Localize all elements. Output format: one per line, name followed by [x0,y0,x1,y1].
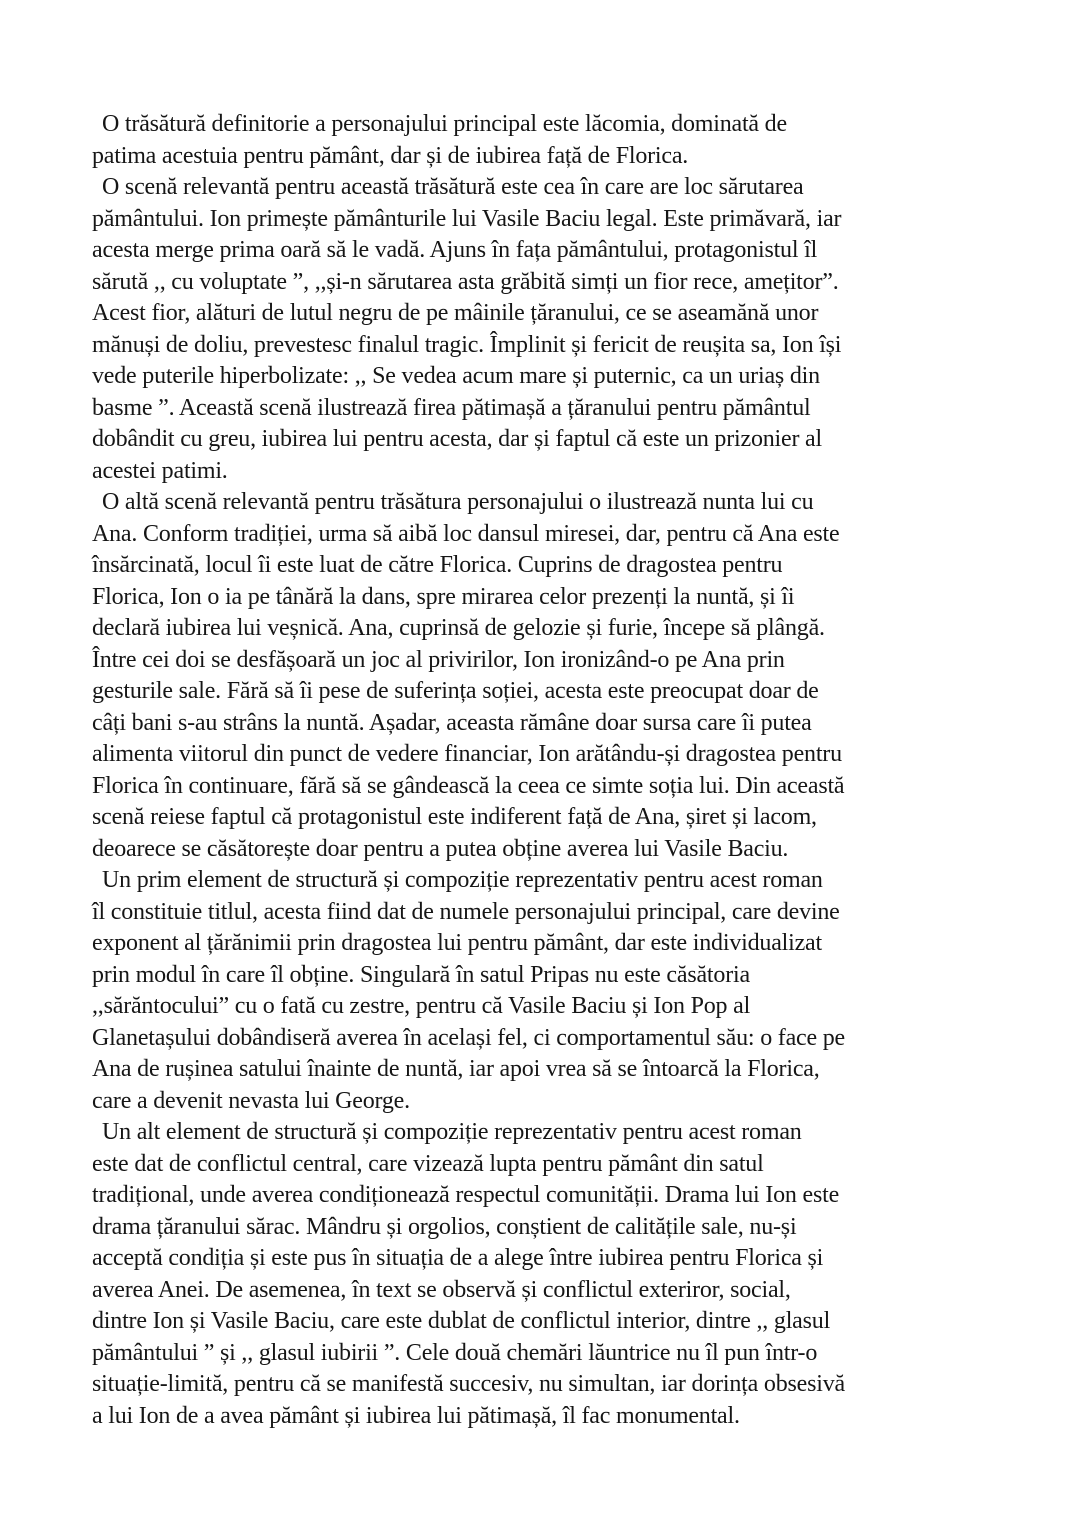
text-line: Ana de rușinea satului înainte de nuntă, iar apoi vrea să se întoarcă la Florica, [92,1056,820,1082]
text-line: Ana. Conform tradiției, urma să aibă loc dansul miresei, dar, pentru că Ana este [92,520,840,547]
text-line: care a devenit nevasta lui George. [92,1087,410,1114]
text-line: mănuși de doliu, prevestesc finalul tragic. Împlinit și fericit de reușita sa, Ion își [92,331,842,358]
paragraph-first-line: O trăsătură definitorie a personajului principal este lăcomia, dominată de [102,111,787,137]
text-line: situație-limită, pentru că se manifestă succesiv, nu simultan, iar dorința obsesivă [92,1371,845,1397]
document-text [92,109,992,1432]
paragraph-first-line: O altă scenă relevantă pentru trăsătura personajului o ilustrează nunta lui cu [102,489,814,515]
text-line: pământului ” și ,, glasul iubirii ”. Cele două chemări lăuntrice nu îl pun într-o [92,1339,818,1366]
text-line: ,,sărăntocului” cu o fată cu zestre, pentru că Vasile Baciu și Ion Pop al [92,993,751,1019]
paragraph-first-line: Un prim element de structură și compoziție reprezentativ pentru acest roman [102,867,823,893]
text-line: câți bani s-au strâns la nuntă. Așadar, aceasta rămâne doar sursa care îi putea [92,709,812,736]
paragraph-first-line: O scenă relevantă pentru această trăsătură este cea în care are loc sărutarea [102,174,804,200]
text-line: basme ”. Această scenă ilustrează firea pătimașă a țăranului pentru pământul [92,394,811,421]
text-line: acceptă condiția și este pus în situația de a alege între iubirea pentru Florica și [92,1245,824,1271]
text-line: este dat de conflictul central, care vizează lupta pentru pământ din satul [92,1150,764,1177]
text-line: dobândit cu greu, iubirea lui pentru acesta, dar și faptul că este un prizonier al [92,426,822,452]
text-line: Acest fior, alături de lutul negru de pe mâinile țăranului, ce se aseamănă unor [92,300,819,326]
text-line: drama țăranului sărac. Mândru și orgolios, conștient de calitățile sale, nu-și [92,1213,797,1240]
text-line: acesta merge prima oară să le vadă. Ajuns în fața pământului, protagonistul îl [92,237,818,263]
text-line: sărută ,, cu voluptate ”, ,,și-n sărutarea asta grăbită simți un fior rece, amețitor”. [92,268,839,295]
text-line: deoarece se căsătorește doar pentru a putea obține averea lui Vasile Baciu. [92,835,789,862]
paragraph-first-line: Un alt element de structură și compoziție reprezentativ pentru acest roman [102,1119,802,1145]
paragraph [92,1117,992,1432]
text-line: Glanetașului dobândiseră averea în același fel, ci comportamentul său: o face pe [92,1024,845,1051]
text-line: gesturile sale. Fără să îi pese de suferința soției, acesta este preocupat doar de [92,678,819,704]
paragraph [92,109,992,172]
text-line: dintre Ion și Vasile Baciu, care este dublat de conflictul interior, dintre ,, glasul [92,1308,831,1334]
text-line: Florica în continuare, fără să se gândească la ceea ce simte soția lui. Din această [92,772,845,799]
text-line: Între cei doi se desfășoară un joc al privirilor, Ion ironizând-o pe Ana prin [92,646,785,673]
text-line: pământului. Ion primește pământurile lui Vasile Baciu legal. Este primăvară, iar [92,205,842,232]
text-line: Florica, Ion o ia pe tânără la dans, spre mirarea celor prezenți la nuntă, și îi [92,583,795,610]
paragraph [92,487,992,865]
text-line: patima acestuia pentru pământ, dar și de iubirea față de Florica. [92,142,689,169]
text-line: averea Anei. De asemenea, în text se observă și conflictul exteriror, social, [92,1276,791,1303]
text-line: declară iubirea lui veșnică. Ana, cuprinsă de gelozie și furie, începe să plângă. [92,615,825,641]
text-line: însărcinată, locul îi este luat de către Florica. Cuprins de dragostea pentru [92,552,783,578]
text-line: a lui Ion de a avea pământ și iubirea lui pătimașă, îl fac monumental. [92,1402,740,1429]
text-line: alimenta viitorul din punct de vedere financiar, Ion arătându-și dragostea pentru [92,741,842,767]
text-line: vede puterile hiperbolizate: ,, Se vedea acum mare și puternic, ca un uriaș din [92,363,820,389]
paragraph [92,865,992,1117]
text-line: tradițional, unde averea condiționează respectul comunității. Drama lui Ion este [92,1182,840,1208]
text-line: prin modul în care îl obține. Singulară în satul Pripas nu este căsătoria [92,961,750,988]
text-line: acestei patimi. [92,457,228,484]
text-line: scenă reiese faptul că protagonistul este indiferent față de Ana, șiret și lacom, [92,804,817,830]
text-line: îl constituie titlul, acesta fiind dat de numele personajului principal, care devine [92,898,840,925]
text-line: exponent al țărănimii prin dragostea lui pentru pământ, dar este individualizat [92,930,822,956]
paragraph [92,172,992,487]
